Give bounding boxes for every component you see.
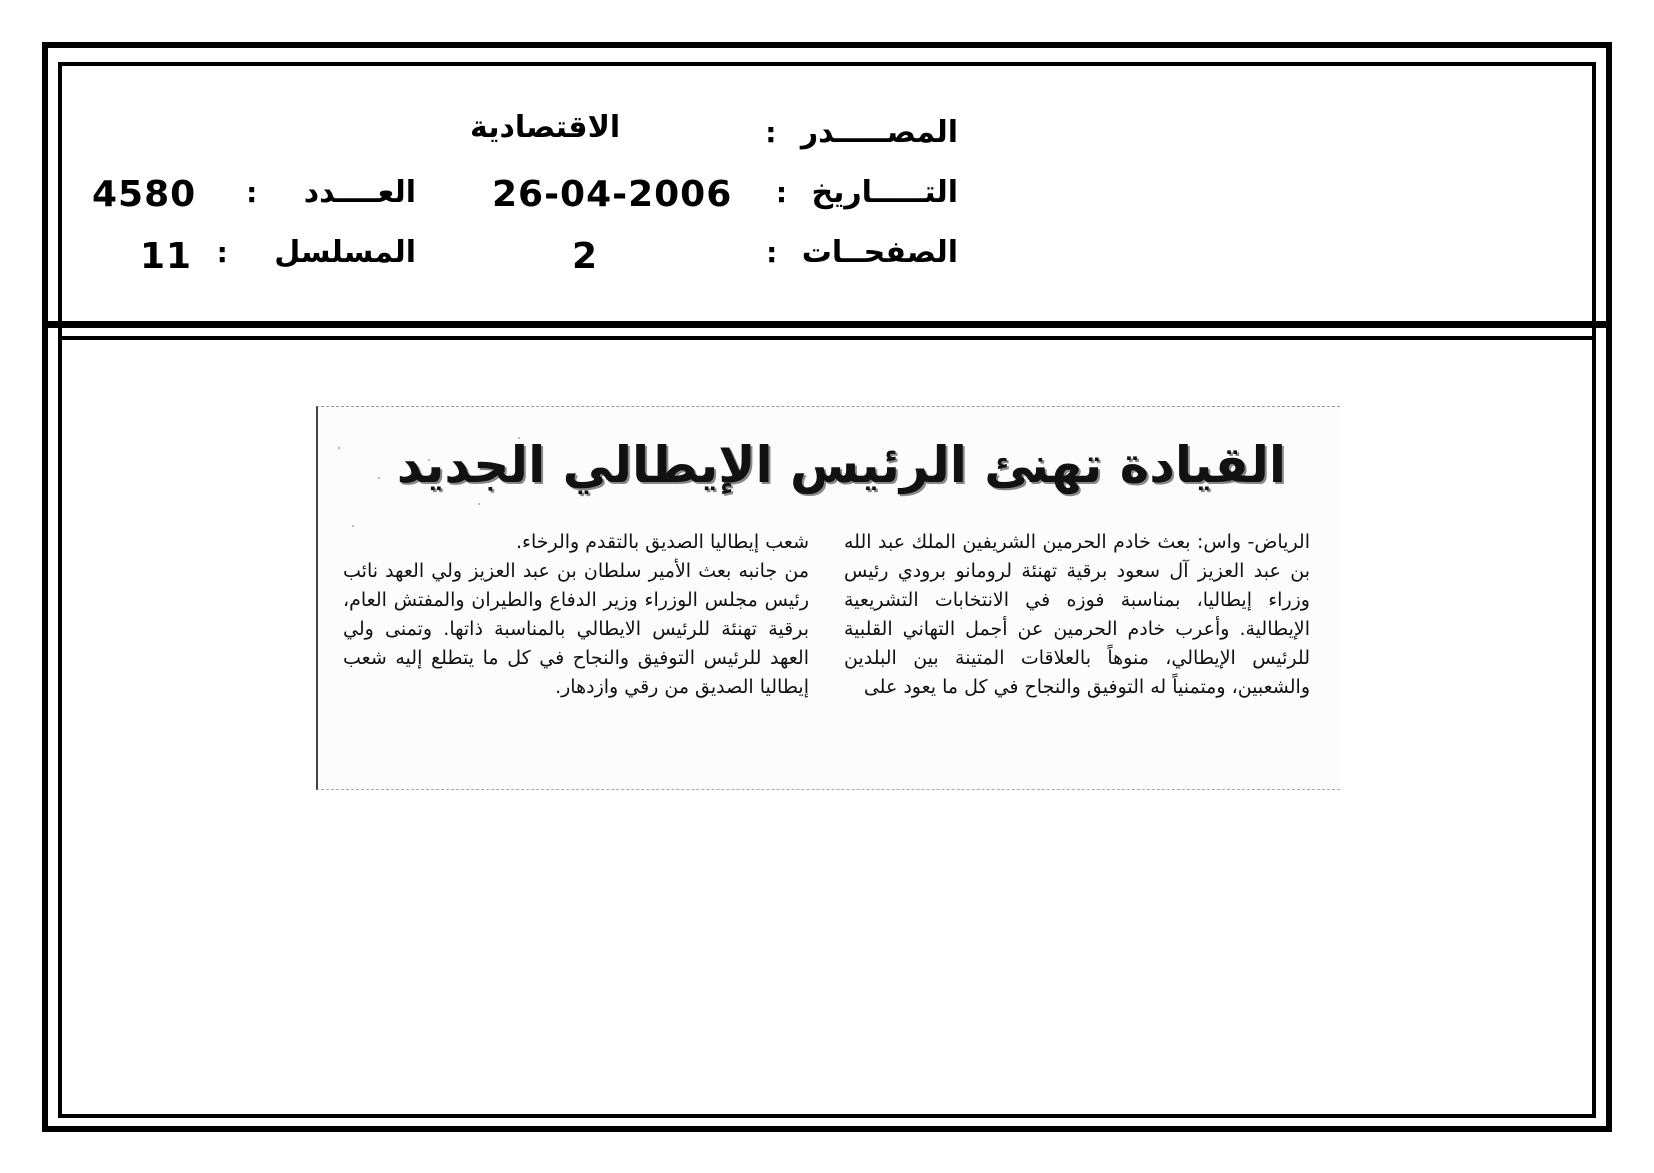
serial-colon: : bbox=[216, 236, 228, 269]
date-value: 26-04-2006 bbox=[492, 174, 733, 215]
issue-colon: : bbox=[246, 176, 258, 209]
date-label bbox=[776, 173, 958, 213]
serial-value: 11 bbox=[140, 236, 193, 277]
pages-label bbox=[766, 233, 958, 273]
article-paragraph: الرياض- واس: بعث خادم الحرمين الشريفين الملك عبد الله بن عبد العزيز آل سعود برقية تهنئة لرومانو برودي رئيس وزراء إيطاليا، بمناسبة فوزه في الانتخابات التشريعية الإيطالية. وأعرب خادم الحرمين عن أجمل التهاني القلبية للرئيس الإيطالي، منوهاً بالعلاقات المتينة بين البلدين والشعبين، ومتمنياً له التوفيق والنجاح في كل ما يعود على bbox=[844, 531, 1310, 698]
header-separator-inner bbox=[60, 336, 1594, 340]
source-label-text: المصـــــدر bbox=[800, 115, 958, 150]
issue-label bbox=[246, 173, 416, 213]
source-colon: : bbox=[765, 116, 777, 149]
article-paragraph: من جانبه بعث الأمير سلطان بن عبد العزيز ولي العهد نائب رئيس مجلس الوزراء وزير الدفاع والطيران والمفتش العام، برقية تهنئة للرئيس الايطالي بالمناسبة ذاتها. وتمنى ولي العهد للرئيس التوفيق والنجاح في كل ما يتطلع إليه شعب إيطاليا الصديق من رقي وازدهار. bbox=[343, 560, 809, 698]
pages-label-text: الصفحــات bbox=[801, 235, 958, 270]
pages-colon: : bbox=[766, 236, 778, 269]
serial-label bbox=[217, 233, 416, 273]
date-label-text: التـــــاريخ bbox=[811, 175, 958, 210]
article-paragraph: شعب إيطاليا الصديق بالتقدم والرخاء. bbox=[516, 531, 809, 553]
article-headline: القيادة تهنئ الرئيس الإيطالي الجديد bbox=[396, 436, 1286, 494]
serial-label-text: المسلسل bbox=[274, 235, 416, 270]
article-column-right bbox=[844, 528, 1310, 702]
issue-value: 4580 bbox=[92, 174, 197, 215]
source-label bbox=[765, 113, 958, 153]
pages-value: 2 bbox=[572, 236, 599, 277]
date-colon: : bbox=[775, 176, 788, 209]
issue-label-text: العــــدد bbox=[303, 175, 416, 210]
header-separator bbox=[44, 321, 1610, 328]
source-value: الاقتصادية bbox=[470, 110, 621, 145]
article-column-left bbox=[343, 528, 809, 702]
